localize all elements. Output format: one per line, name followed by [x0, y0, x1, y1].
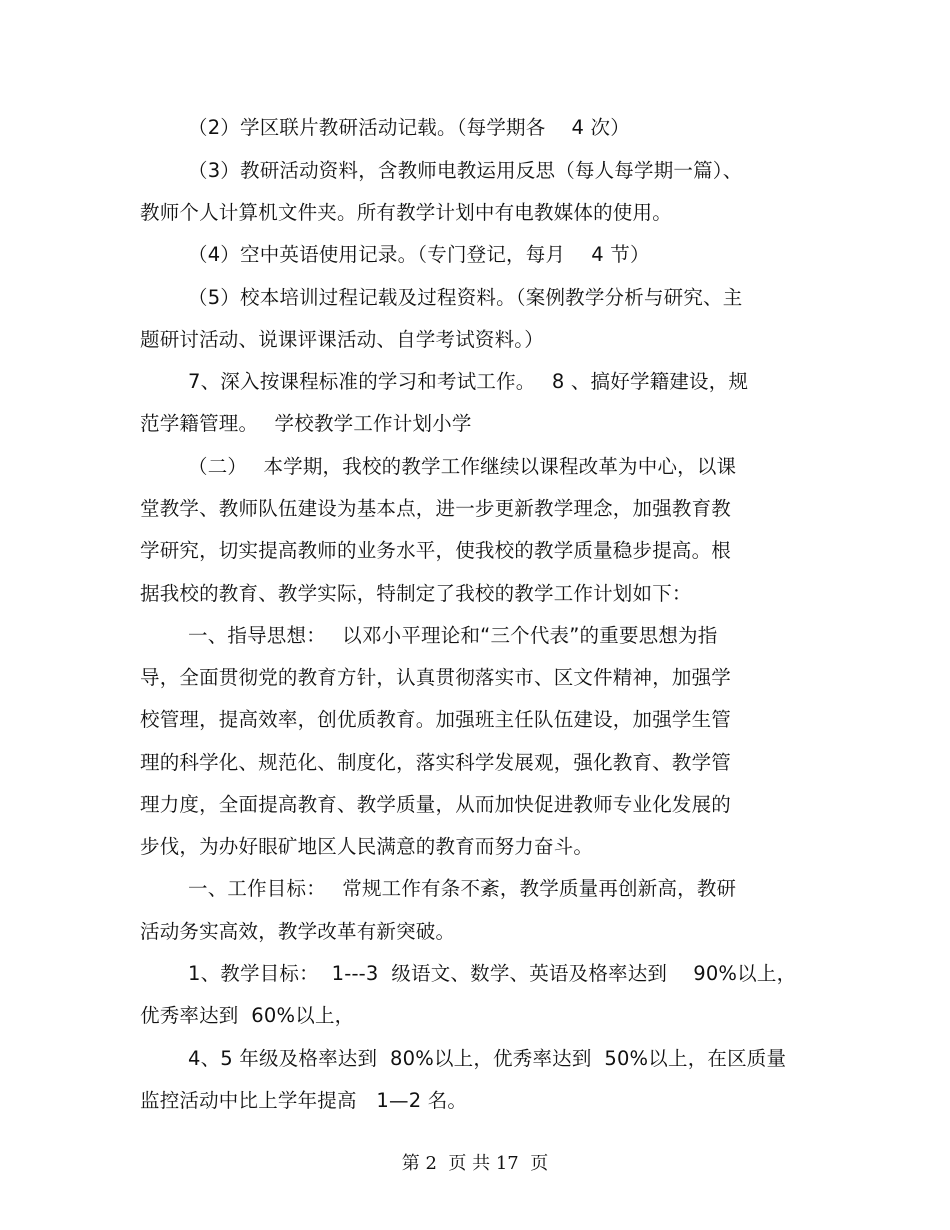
- text-line: 据我校的教育、教学实际，特制定了我校的教学工作计划如下：: [140, 582, 692, 605]
- text-line: 堂教学、教师队伍建设为基本点，进一步更新教学理念，加强教育教: [140, 497, 732, 520]
- text-line: （二） 本学期，我校的教学工作继续以课程改革为中心，以课: [188, 455, 737, 478]
- text-line: 导，全面贯彻党的教育方针，认真贯彻落实市、区文件精神，加强学: [140, 666, 732, 689]
- text-line: 活动务实高效，教学改革有新突破。: [140, 920, 456, 943]
- text-line: 学研究，切实提高教师的业务水平，使我校的教学质量稳步提高。根: [140, 539, 732, 562]
- text-line: 校管理，提高效率，创优质教育。加强班主任队伍建设，加强学生管: [140, 708, 732, 731]
- text-line: 优秀率达到 60%以上，: [140, 1004, 355, 1027]
- text-line: 1、教学目标： 1---3 级语文、数学、英语及格率达到 90%以上，: [188, 962, 797, 985]
- text-line: 7、深入按课程标准的学习和考试工作。 8 、搞好学籍建设，规: [188, 370, 749, 393]
- text-line: （4）空中英语使用记录。（专门登记，每月 4 节）: [188, 243, 650, 266]
- text-line: 理力度，全面提高教育、教学质量，从而加快促进教师专业化发展的: [140, 793, 732, 816]
- page-number-footer: 第 2 页 共 17 页: [401, 1153, 549, 1174]
- text-line: 教师个人计算机文件夹。所有教学计划中有电教媒体的使用。: [140, 201, 672, 224]
- text-line: （2）学区联片教研活动记载。（每学期各 4 次）: [188, 116, 630, 139]
- text-line: 题研讨活动、说课评课活动、自学考试资料。）: [140, 328, 544, 351]
- text-line: 4、5 年级及格率达到 80%以上，优秀率达到 50%以上，在区质量: [188, 1047, 787, 1070]
- text-line: （5）校本培训过程记载及过程资料。（案例教学分析与研究、主: [188, 286, 743, 309]
- text-line: 步伐，为办好眼矿地区人民满意的教育而努力奋斗。: [140, 835, 594, 858]
- text-line: 范学籍管理。 学校教学工作计划小学: [140, 412, 472, 435]
- text-line: 监控活动中比上学年提高 1—2 名。: [140, 1089, 468, 1112]
- text-line: 一、指导思想： 以邓小平理论和“三个代表”的重要思想为指: [188, 624, 718, 647]
- text-line: 理的科学化、规范化、制度化，落实科学发展观，强化教育、教学管: [140, 751, 732, 774]
- text-line: （3）教研活动资料，含教师电教运用反思（每人每学期一篇）、: [188, 159, 743, 182]
- text-line: 一、工作目标： 常规工作有条不紊，教学质量再创新高，教研: [188, 877, 737, 900]
